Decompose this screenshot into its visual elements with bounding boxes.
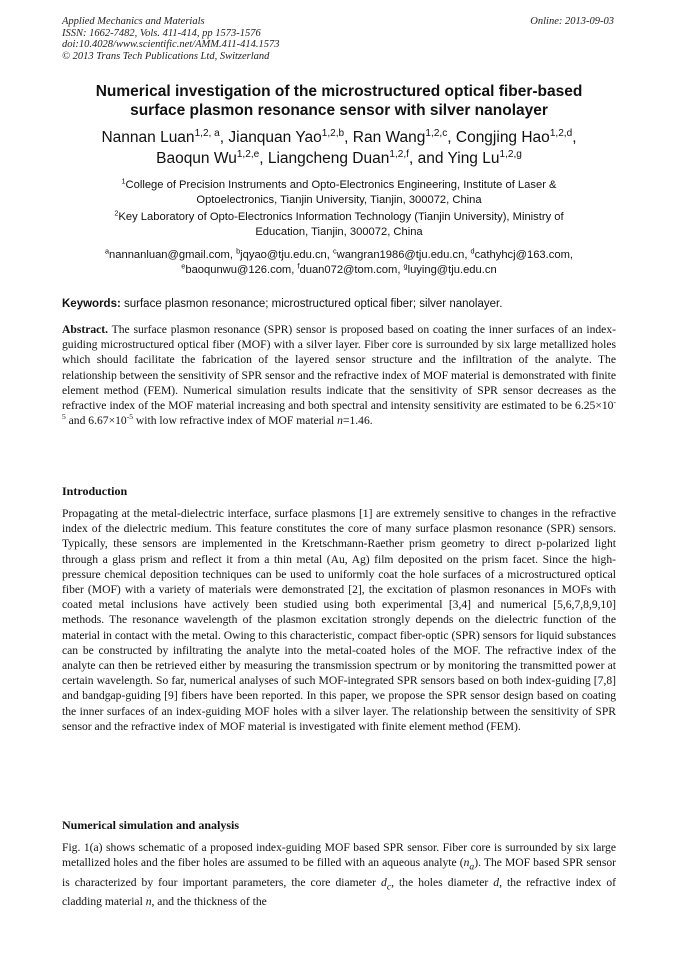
email-link[interactable]: jqyao@tju.edu.cn xyxy=(240,249,327,261)
math-variable: n xyxy=(145,895,152,909)
journal-header xyxy=(62,16,279,62)
numerical-text: , the refractive index of cladding material xyxy=(62,875,616,909)
section-heading-introduction: Introduction xyxy=(62,484,128,498)
abstract-text: and 6.67×10 xyxy=(65,414,127,428)
journal-doi[interactable]: doi:10.4028/www.scientific.net/AMM.411-414.1573 xyxy=(62,39,280,50)
author-separator: , xyxy=(344,129,353,146)
affiliation-line: College of Precision Instruments and Opto-Electronics Engineering, Institute of Laser & xyxy=(125,179,557,191)
section-heading-numerical: Numerical simulation and analysis xyxy=(62,818,240,832)
numerical-text: , the holes diameter xyxy=(391,875,494,889)
abstract-variable: n xyxy=(337,414,343,428)
author-separator: , and xyxy=(408,150,448,167)
keywords-text: surface plasmon resonance; microstructured optical fiber; silver nanolayer. xyxy=(124,298,503,310)
abstract-label: Abstract. xyxy=(62,323,109,336)
affiliation-sup: 1 xyxy=(121,176,126,186)
author-separator: , xyxy=(259,150,268,167)
email-sup: e xyxy=(181,260,186,270)
online-date: Online: 2013-09-03 xyxy=(530,16,614,27)
author-affil-sup: 1,2,g xyxy=(499,148,522,160)
affiliation-2 xyxy=(62,210,616,239)
author-separator: , xyxy=(219,129,229,146)
keywords-label: Keywords: xyxy=(62,298,121,310)
email-link[interactable]: duan072@tom.com xyxy=(299,263,398,276)
journal-issn: ISSN: 1662-7482, Vols. 411-414, pp 1573-1576 xyxy=(62,27,261,39)
keywords xyxy=(62,297,616,311)
email-sup: a xyxy=(105,246,110,256)
journal-name: Applied Mechanics and Materials xyxy=(62,16,205,27)
author-separator: , xyxy=(572,129,577,146)
author-affil-sup: 1,2,e xyxy=(236,148,260,160)
email-link[interactable]: baoqunwu@126.com xyxy=(185,263,292,276)
affiliation-line: Key Laboratory of Opto-Electronics Information Technology (Tianjin University), Ministry of xyxy=(118,211,564,223)
affiliation-sup: 2 xyxy=(114,208,119,218)
affiliation-line: Education, Tianjin, 300072, China xyxy=(255,225,423,238)
abstract-exponent: -5 xyxy=(62,397,616,422)
author-affil-sup: 1,2, a xyxy=(194,127,220,139)
email-link[interactable]: wangran1986@tju.edu.cn xyxy=(336,249,465,261)
math-subscript: c xyxy=(386,881,392,893)
numerical-paragraph xyxy=(62,840,616,909)
email-sup: d xyxy=(470,246,475,256)
author-name: Ying Lu xyxy=(447,150,500,167)
email-sup: f xyxy=(297,260,300,270)
author-affil-sup: 1,2,b xyxy=(321,127,345,139)
numerical-text: ). The MOF based SPR sensor is characterized by four important parameters, the core diameter xyxy=(62,856,616,889)
math-variable: n xyxy=(463,856,470,870)
author-list xyxy=(62,127,616,169)
abstract xyxy=(62,322,616,428)
author-affil-sup: 1,2,f xyxy=(389,148,409,160)
math-subscript: a xyxy=(469,861,475,873)
journal-copyright: © 2013 Trans Tech Publications Ltd, Switzerland xyxy=(62,50,270,62)
abstract-text: =1.46. xyxy=(342,414,373,428)
author-name: Baoqun Wu xyxy=(156,150,237,167)
author-separator: , xyxy=(447,129,456,146)
author-name: Congjing Hao xyxy=(455,129,550,146)
abstract-exponent: -5 xyxy=(126,412,134,422)
paper-title xyxy=(62,82,616,120)
email-sup: c xyxy=(332,246,337,256)
author-emails: $^a$nannanluan@gmail.com, $^b$jqyao@tju.edu.cn, $^c$wangran1986@tju.edu.cn, $^d$cathyhcj@163.com, $^e$baoqunwu@126.com, $^f$duan072@tom.com, $^g$luying@tju.edu.cn xyxy=(105,246,573,276)
email-link[interactable]: cathyhcj@163.com xyxy=(474,249,570,261)
author-affil-sup: 1,2,c xyxy=(425,127,448,139)
math-variable: d xyxy=(493,875,500,889)
numerical-text: , and the thickness of the xyxy=(151,895,267,909)
math-variable: d xyxy=(381,875,387,889)
introduction-paragraph: Propagating at the metal-dielectric interface, surface plasmons [1] are extremely sensitive to changes in the refractive index of the dielectric medium. This feature constitutes the core of many surface plasmon resonance (SPR) sensors. Typically, these sensors are implemented in the Kretschmann-Raether prism geometry to direct p-polarized light through a glass prism and reflect it from a thin metal (Au, Ag) film deposited on the prism facet. Since the high-pressure chemical deposition techniques can be used to uniformly coat the hole surfaces of a microstructured optical fiber (MOF) with a variety of materials were demonstrated [2], the excitation of plasmon resonances in MOFs with coated metal inclusions have actively been studied using both experimental [3,4] and numerical [5,6,7,8,9,10] methods. The resonance wavelength of the plasmon excitation strongly depends on the dielectric function of the material in contact with the metal. Owing to this characteristic, compact fiber-optic (SPR) sensors for liquid substances can be constructed by infiltrating the analyte into the metal-coated holes of the MOF. The refractive index of the analyte can then be retrieved either by measuring the transmission spectrum or by monitoring the transmitted power at certain wavelength. So far, numerical analyses of such MOF-integrated SPR sensors based on both index-guiding [7,8] and bandgap-guiding [9] fibers have been reported. In this paper, we propose the SPR sensor design based on coating the inner surfaces of an index-guiding MOF holes with a silver layer. The relationship between the sensitivity of SPR sensor and the refractive index of MOF material is investigated with finite element method (FEM). xyxy=(62,507,616,733)
abstract-text: with low refractive index of MOF material xyxy=(133,414,338,428)
author-name: Liangcheng Duan xyxy=(267,150,390,167)
affiliation-1 xyxy=(62,178,616,207)
numerical-text: Fig. 1(a) shows schematic of a proposed index-guiding MOF based SPR sensor. Fiber core is surrounded by six large metallized holes and the fiber holes are assumed to be filled with an aqueous analyte ( xyxy=(62,841,616,870)
author-name: Ran Wang xyxy=(352,129,426,146)
email-sup: b xyxy=(236,246,241,256)
affiliation-line: Optoelectronics, Tianjin University, Tianjin, 300072, China xyxy=(196,193,482,206)
author-name: Nannan Luan xyxy=(101,129,195,146)
email-link[interactable]: luying@tju.edu.cn xyxy=(407,263,497,276)
abstract-text: The surface plasmon resonance (SPR) sensor is proposed based on coating the inner surfaces of an index-guiding microstructured optical fiber (MOF) with a silver layer. Fiber core is surrounded by six large metallized holes which should facilitate the fabrication of the layered sensor structure and the infiltration of the analyte. The relationship between the sensitivity of SPR sensor and the refractive index of MOF material is demonstrated with finite element method (FEM). Numerical simulation results indicate that the sensitivity of SPR sensor decreases as the refractive index of the MOF material increasing and both spectral and intensity sensitivity are estimated to be 6.25×10 xyxy=(62,323,616,413)
author-name: Jianquan Yao xyxy=(228,129,322,146)
email-link[interactable]: nannanluan@gmail.com xyxy=(109,249,230,261)
paper-title-line-2: surface plasmon resonance sensor with silver nanolayer xyxy=(130,102,548,119)
paper-title-line-1: Numerical investigation of the microstructured optical fiber-based xyxy=(95,83,583,100)
email-sup: g xyxy=(403,260,408,270)
author-affil-sup: 1,2,d xyxy=(549,127,573,139)
